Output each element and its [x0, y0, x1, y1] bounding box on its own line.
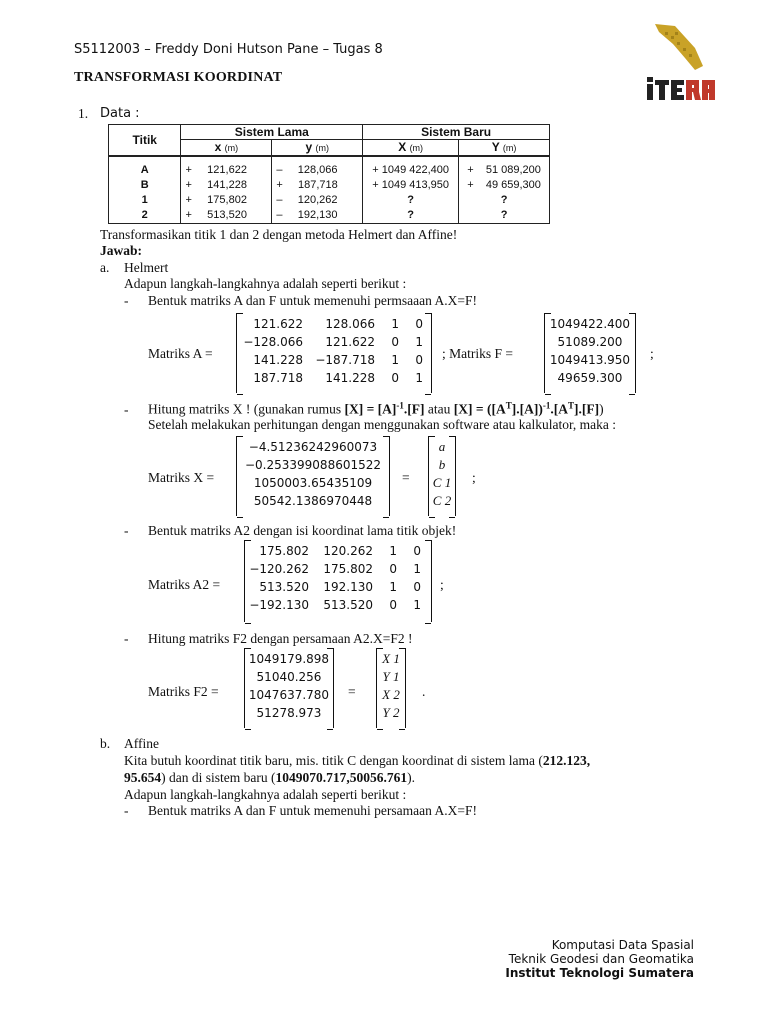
matrix-cell: 1	[389, 544, 397, 558]
matX-label: Matriks X =	[148, 470, 215, 485]
b-line1: Kita butuh koordinat titik baru, mis. titik C dengan koordinat di sistem lama (212.123,	[124, 753, 591, 768]
matrix-cell: 50542.1386970448	[253, 494, 373, 508]
matrix-cell: 1	[391, 317, 399, 331]
semicolon: ;	[472, 470, 476, 485]
author-line: S5112003 – Freddy Doni Hutson Pane – Tugas 8	[74, 42, 383, 57]
a-intro: Adapun langkah-langkahnya adalah seperti berikut :	[124, 276, 407, 291]
matrix-cell: C 2	[432, 493, 452, 508]
matrix-row	[237, 333, 431, 351]
matrix-cell: 1	[415, 335, 423, 349]
matrix-A	[236, 313, 432, 393]
col-group-baru: Sistem Baru	[363, 125, 550, 140]
matrix-row	[237, 369, 431, 387]
section-number: 1.	[78, 106, 89, 121]
col-Y: Y (m)	[459, 140, 550, 156]
matrix-cell: 1	[415, 371, 423, 385]
matrix-cell: Y 2	[382, 705, 400, 720]
X-cell: + 1049 422,400 + 1049 413,950 ? ?	[363, 156, 459, 224]
matrix-cell: 187.718	[253, 371, 303, 385]
equals-sign: =	[348, 684, 356, 699]
matrix-cell: −120.262	[249, 562, 309, 576]
matrix-cell: 0	[415, 317, 423, 331]
b-step1: Bentuk matriks A dan F untuk memenuhi persamaan A.X=F!	[148, 803, 477, 818]
matrix-cell: 0	[389, 598, 397, 612]
semicolon: ;	[650, 346, 654, 361]
matrix-cell: 49659.300	[557, 371, 623, 385]
matrix-cell: 121.622	[253, 317, 303, 331]
step2-text: Hitung matriks X ! (gunakan rumus $[X] = [A]^{-1}.[F]$ atau $[X] = ([A^T].[A])^{-1}.[A^T].[F]$)	[148, 400, 604, 417]
semicolon: ;	[440, 577, 444, 592]
matrix-cell: b	[438, 457, 446, 472]
bullet-dash: -	[124, 523, 129, 538]
matrix-cell: 1050003.65435109	[253, 476, 373, 490]
footer-department: Teknik Geodesi dan Geomatika	[508, 952, 694, 966]
matrix-cell: 0	[391, 335, 399, 349]
matrix-row	[245, 596, 431, 614]
matF2-label: Matriks F2 =	[148, 684, 219, 699]
matrix-cell: 141.228	[253, 353, 303, 367]
b-intro: Adapun langkah-langkahnya adalah seperti berikut :	[124, 787, 407, 802]
matrix-cell: 51089.200	[557, 335, 623, 349]
bullet-dash: -	[124, 803, 129, 818]
step2-note: Setelah melakukan perhitungan dengan menggunakan software atau kalkulator, maka :	[148, 417, 617, 432]
instruction: Transformasikan titik 1 dan 2 dengan metoda Helmert dan Affine!	[100, 227, 458, 242]
period: .	[422, 684, 426, 699]
b-label: b.	[100, 736, 111, 751]
matrix-cell: 1047637.780	[248, 688, 330, 702]
step4-text: Hitung matriks F2 dengan persamaan A2.X=F2 !	[148, 631, 413, 646]
matrix-row	[245, 560, 431, 578]
matrix-cell: 1049413.950	[549, 353, 631, 367]
b-line2: 95.654) dan di sistem baru (1049070.717,50056.761).	[124, 770, 415, 785]
matrix-cell: 175.802	[259, 544, 309, 558]
matF-label: ; Matriks F =	[442, 346, 513, 361]
equals-sign: =	[402, 470, 410, 485]
matrix-F2-vars	[376, 648, 406, 728]
step1-text: Bentuk matriks A dan F untuk memenuhi permsaaan A.X=F!	[148, 293, 477, 308]
matA-label: Matriks A =	[148, 346, 213, 361]
matrix-cell: −187.718	[315, 353, 375, 367]
col-y: y (m)	[272, 140, 363, 156]
step3-text: Bentuk matriks A2 dengan isi koordinat lama titik objek!	[148, 523, 457, 538]
bullet-dash: -	[124, 402, 129, 417]
matrix-cell: X 1	[382, 651, 400, 666]
matrix-cell: 0	[391, 371, 399, 385]
matrix-cell: a	[438, 439, 446, 454]
matrix-cell: 141.228	[325, 371, 375, 385]
matrix-F2	[244, 648, 334, 728]
jawab-label: Jawab:	[100, 243, 143, 258]
matrix-cell: −128.066	[243, 335, 303, 349]
section-label: Data :	[100, 106, 140, 121]
matrix-cell: 51278.973	[256, 706, 322, 720]
matrix-cell: 0	[413, 544, 421, 558]
matrix-X-vars	[428, 436, 456, 516]
matrix-row	[245, 578, 431, 596]
col-X: X (m)	[363, 140, 459, 156]
Y-cell: + 51 089,200 + 49 659,300 ? ?	[459, 156, 550, 224]
matrix-cell: 1049179.898	[248, 652, 330, 666]
matrix-cell: 192.130	[323, 580, 373, 594]
col-x: x (m)	[181, 140, 272, 156]
x-cell: + 121,622 + 141,228 + 175,802 + 513,520	[181, 156, 272, 224]
matrix-cell: −0.253399088601522	[244, 458, 382, 472]
matrix-cell: −4.51236242960073	[248, 440, 378, 454]
b-title: Affine	[124, 736, 159, 751]
matrix-cell: 51040.256	[256, 670, 322, 684]
page-title: TRANSFORMASI KOORDINAT	[74, 70, 283, 85]
a-label: a.	[100, 260, 110, 275]
matrix-row	[237, 351, 431, 369]
matrix-cell: 120.262	[323, 544, 373, 558]
matrix-cell: 1	[413, 562, 421, 576]
matrix-row	[237, 315, 431, 333]
matrix-cell: 1	[391, 353, 399, 367]
matrix-F	[544, 313, 636, 393]
footer-course: Komputasi Data Spasial	[551, 938, 694, 952]
matrix-cell: Y 1	[382, 669, 400, 684]
matrix-cell: 0	[413, 580, 421, 594]
matA2-label: Matriks A2 =	[148, 577, 221, 592]
matrix-cell: 1	[389, 580, 397, 594]
col-titik: Titik	[109, 125, 181, 156]
matrix-cell: 513.520	[259, 580, 309, 594]
matrix-cell: 121.622	[325, 335, 375, 349]
matrix-cell: 513.520	[323, 598, 373, 612]
a-title: Helmert	[124, 260, 169, 275]
matrix-cell: X 2	[382, 687, 400, 702]
matrix-X	[236, 436, 390, 516]
matrix-cell: 128.066	[325, 317, 375, 331]
matrix-row	[245, 542, 431, 560]
matrix-cell: 175.802	[323, 562, 373, 576]
matrix-cell: C 1	[432, 475, 452, 490]
matrix-cell: 0	[389, 562, 397, 576]
col-group-lama: Sistem Lama	[181, 125, 363, 140]
data-table	[108, 124, 550, 224]
bullet-dash: -	[124, 293, 129, 308]
itera-logo	[645, 18, 717, 108]
bullet-dash: -	[124, 631, 129, 646]
matrix-cell: 1	[413, 598, 421, 612]
matrix-cell: 0	[415, 353, 423, 367]
matrix-A2	[244, 540, 432, 622]
y-cell: – 128,066 + 187,718 – 120,262 – 192,130	[272, 156, 363, 224]
matrix-cell: −192.130	[249, 598, 309, 612]
footer-institution: Institut Teknologi Sumatera	[505, 966, 694, 980]
titik-cell: A B 1 2	[109, 156, 181, 224]
matrix-cell: 1049422.400	[549, 317, 631, 331]
